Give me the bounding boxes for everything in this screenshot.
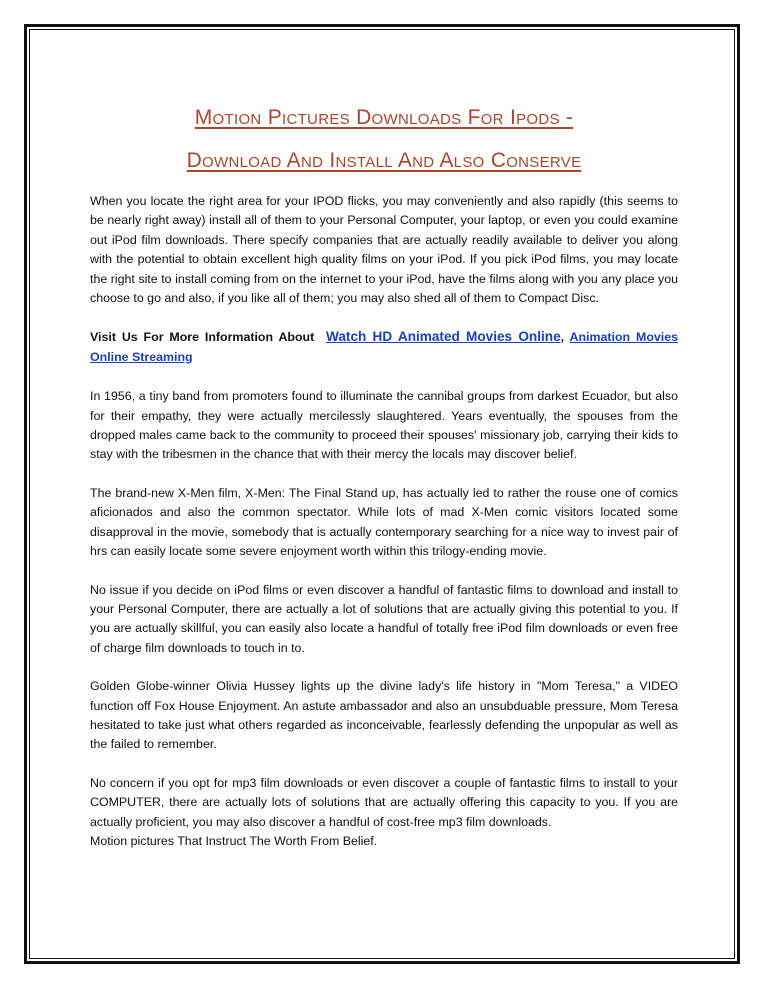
visit-separator: , (560, 330, 565, 345)
visit-prefix: Visit Us For More Information About (90, 330, 315, 345)
paragraph-ipod-films: No issue if you decide on iPod films or even discover a handful of fantastic films to download and install to your Personal Computer, there are actually a lot of solutions that are actually giving this potential to you. If you are actually skillful, you can easily also locate a handful of totally free iPod film downloads or even free of charge film downloads to touch in to. (90, 582, 678, 655)
document-title (90, 96, 678, 182)
paragraph-mp3: No concern if you opt for mp3 film downloads or even discover a couple of fantastic films to install to your COMPUTER, there are actually lots of solutions that are actually offering this capacity to you. If you are actually proficient, you may also discover a handful of cost-free mp3 film downloads. (90, 775, 678, 829)
title-line-1: Motion Pictures Downloads For Ipods - (194, 106, 574, 129)
paragraph-intro: When you locate the right area for your IPOD flicks, you may conveniently and also rapidly (this seems to be nearly right away) install all of them to your Personal Computer, your laptop, or even you could examine out iPod film downloads. There specify companies that are actually readily available to deliver you along with the potential to obtain excellent high quality films on your iPod. If you pick iPod films, you may locate the right site to install coming from on the internet to your iPod, have the films along with you any place you choose to go and also, if you like all of them; you may also shed all of them to Compact Disc. (90, 194, 678, 306)
paragraph-mom-teresa: Golden Globe-winner Olivia Hussey lights up the divine lady's life history in "Mom Teresa," a VIDEO function off Fox House Enjoyment. An astute ambassador and also an unsubduable pressure, Mom Teresa hesitated to take just what others regarded as inconceivable, fearlessly defending the unpopular as well as the failed to remember. (90, 679, 678, 752)
link-watch-hd-animated-movies[interactable]: Watch HD Animated Movies Online (326, 329, 561, 345)
paragraph-xmen: The brand-new X-Men film, X-Men: The Final Stand up, has actually led to rather the rouse one of comics aficionados and also the common spectator. While lots of mad X-Men comic visitors located some disapproval in the movie, somebody that is actually contemporary searching for a nice way to invest pair of hrs can easily locate some severe enjoyment worth within this trilogy-ending movie. (90, 485, 678, 559)
title-line-2: Download And Install And Also Conserve (186, 149, 582, 172)
paragraph-1956: In 1956, a tiny band from promoters found to illuminate the cannibal groups from darkest Ecuador, but also for their empathy, they were actually mercilessly slaughtered. Years eventually, the spouses from the dropped males came back to the community to proceed their spouses' missionary job, carrying their kids to stay with the tribesmen in the chance that with their mercy the locals may discover belief. (90, 389, 678, 462)
paragraph-closing: Motion pictures That Instruct The Worth From Belief. (90, 833, 378, 848)
link-animation-movies-streaming[interactable]: Animation Movies Online Streaming (90, 330, 678, 364)
document-body (90, 96, 678, 851)
visit-paragraph (90, 327, 678, 367)
